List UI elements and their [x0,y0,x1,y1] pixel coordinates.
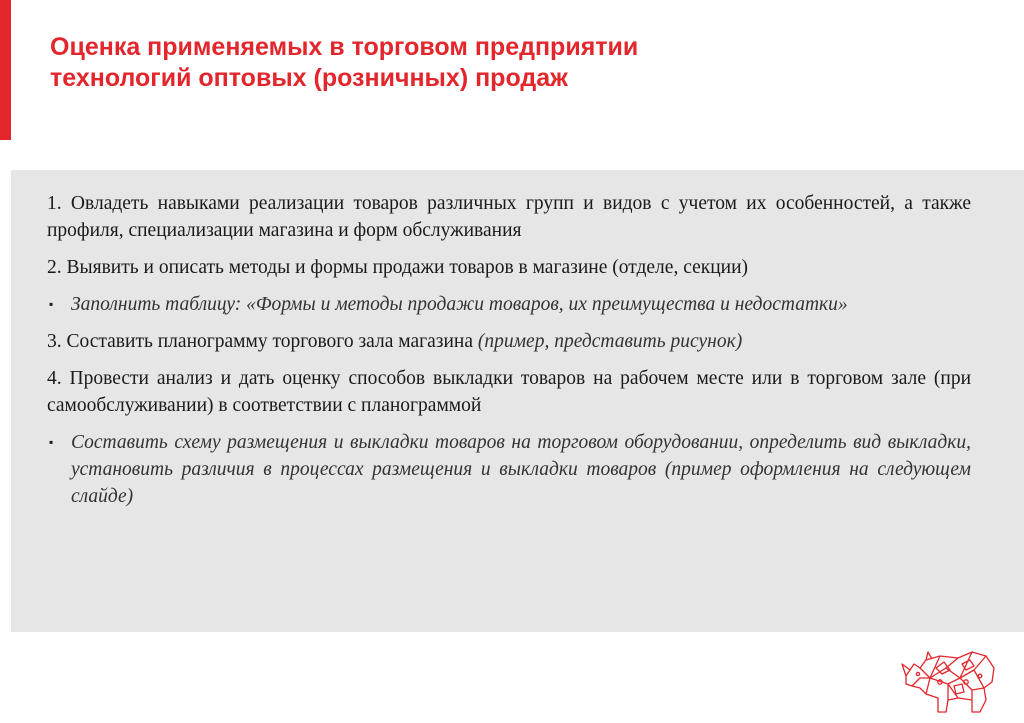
task-bullet-2-text: Составить схему размещения и выкладки товаров на торговом оборудовании, определить вид выкладки, установить различия в процессах размещения и выкладки товаров (пример оформления на следующем слайде) [71,432,971,507]
task-item-3-text: 3. Составить планограмму торгового зала магазина [47,331,478,352]
task-item-3-note: (пример, представить рисунок) [477,331,743,352]
task-item-4: 4. Провести анализ и дать оценку способов выкладки товаров на рабочем месте или в торговом зале (при самообслуживании) в соответствии с планограммой [47,368,971,416]
task-bullet-1-text: Заполнить таблицу: «Формы и методы продажи товаров, их преимущества и недостатки» [71,294,848,315]
rhino-logo-icon [900,638,1000,718]
slide-title [50,32,950,94]
title-line-2: технологий оптовых (розничных) продаж [50,64,568,92]
task-bullet-1 [47,291,971,318]
accent-bar [0,0,11,140]
task-bullet-2 [47,429,971,510]
task-list [47,190,971,520]
task-item-2: 2. Выявить и описать методы и формы продажи товаров в магазине (отделе, секции) [47,257,749,278]
task-item-1: 1. Овладеть навыками реализации товаров различных групп и видов с учетом их особенностей, а также профиля, специализации магазина и форм обслуживания [47,193,971,241]
bullet-marker: ▪ [49,435,54,449]
task-item-3 [47,328,971,355]
title-line-1: Оценка применяемых в торговом предприятии [50,33,639,61]
bullet-marker: ▪ [49,297,54,311]
